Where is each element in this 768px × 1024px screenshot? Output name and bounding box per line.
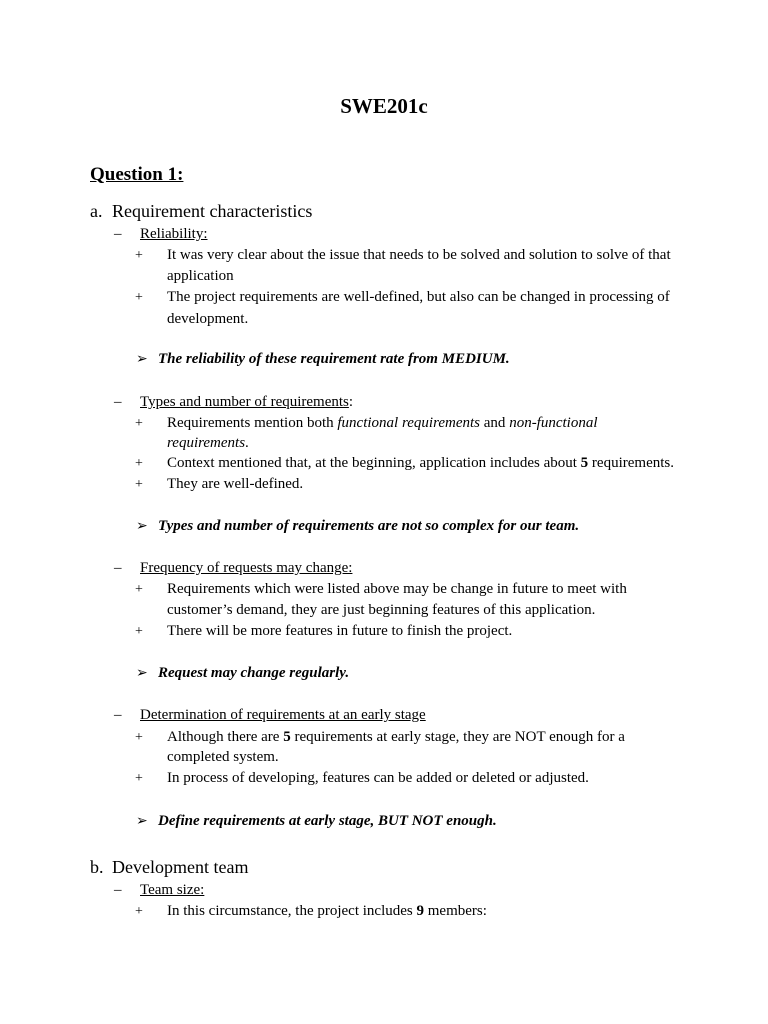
types-item-1-text: Requirements mention both [167, 415, 338, 431]
arrow-bullet-icon: ➢ [136, 666, 148, 681]
reliability-item-2-line-2: development. [167, 311, 249, 327]
section-a-letter: a. [90, 201, 103, 221]
types-item-1-line-2 [167, 435, 249, 452]
types-item-1-text: . [245, 435, 249, 451]
bullet-marker: + [135, 771, 143, 786]
determination-item-1-line-2: completed system. [167, 749, 279, 765]
requirement-count: 5 [283, 729, 291, 745]
section-b-title: Development team [112, 857, 249, 877]
determination-conclusion: Define requirements at early stage, BUT NOT enough. [158, 813, 497, 829]
determination-item-2: In process of developing, features can be added or deleted or adjusted. [167, 770, 589, 786]
arrow-bullet-icon: ➢ [136, 519, 148, 534]
types-heading-suffix: : [348, 394, 354, 410]
dash-marker: – [114, 707, 122, 723]
reliability-item-2-line-1: The project requirements are well-defined, but also can be changed in processing of [167, 289, 670, 305]
types-item-2-text: requirements. [588, 455, 674, 471]
section-b-letter: b. [90, 857, 104, 877]
bullet-marker: + [135, 456, 143, 471]
question-heading: Question 1: [90, 164, 184, 185]
types-item-1-text: and [480, 415, 510, 431]
section-a-title: Requirement characteristics [112, 201, 313, 221]
dash-marker: – [114, 560, 122, 576]
bullet-marker: + [135, 248, 143, 263]
arrow-bullet-icon: ➢ [136, 352, 148, 367]
frequency-item-2: There will be more features in future to finish the project. [167, 623, 513, 639]
frequency-item-1-line-1: Requirements which were listed above may be change in future to meet with [167, 581, 627, 597]
team-size-item-1 [167, 903, 487, 920]
member-count: 9 [416, 903, 424, 919]
determination-item-1-text: requirements at early stage, they are NOT enough for a [290, 729, 625, 745]
frequency-conclusion: Request may change regularly. [158, 665, 350, 681]
dash-marker: – [114, 226, 122, 242]
reliability-item-1-line-2: application [167, 268, 234, 284]
non-functional-term: non-functional [509, 415, 598, 431]
bullet-marker: + [135, 730, 143, 745]
reliability-item-1-line-1: It was very clear about the issue that needs to be solved and solution to solve of that [167, 247, 671, 263]
types-heading-line [140, 394, 353, 411]
determination-item-1-text: Although there are [167, 729, 284, 745]
determination-item-1-line-1 [167, 729, 625, 746]
types-item-1-line-1 [167, 415, 598, 432]
functional-requirements-term: functional requirements [337, 415, 481, 431]
types-item-2-text: Context mentioned that, at the beginning, application includes about [167, 455, 581, 471]
arrow-bullet-icon: ➢ [136, 814, 148, 829]
team-size-heading: Team size: [140, 882, 205, 898]
team-size-item-text: members: [424, 903, 487, 919]
types-item-3: They are well-defined. [167, 476, 304, 492]
determination-heading: Determination of requirements at an early stage [140, 707, 426, 723]
frequency-heading: Frequency of requests may change: [140, 560, 353, 576]
requirements-term: requirements [167, 435, 246, 451]
dash-marker: – [114, 882, 122, 898]
bullet-marker: + [135, 624, 143, 639]
reliability-heading: Reliability: [140, 226, 208, 242]
types-conclusion: Types and number of requirements are not so complex for our team. [158, 518, 580, 534]
types-item-2 [167, 455, 674, 472]
bullet-marker: + [135, 416, 143, 431]
reliability-conclusion: The reliability of these requirement rate from MEDIUM. [158, 351, 510, 367]
bullet-marker: + [135, 904, 143, 919]
requirement-count: 5 [580, 455, 589, 471]
bullet-marker: + [135, 477, 143, 492]
team-size-item-text: In this circumstance, the project includes [167, 903, 417, 919]
bullet-marker: + [135, 582, 143, 597]
frequency-item-1-line-2: customer’s demand, they are just beginning features of this application. [167, 602, 596, 618]
types-heading: Types and number of requirements [140, 394, 349, 410]
dash-marker: – [114, 394, 122, 410]
bullet-marker: + [135, 290, 143, 305]
document-title: SWE201c [340, 94, 428, 118]
